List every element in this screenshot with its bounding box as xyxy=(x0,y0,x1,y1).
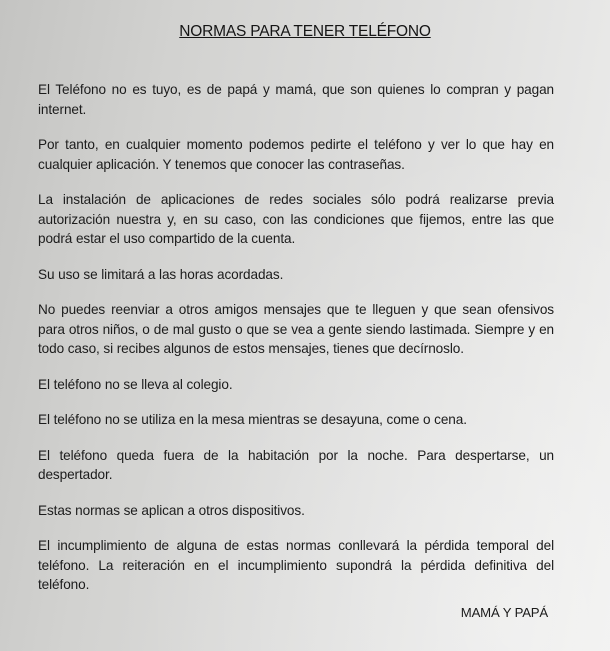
rule-paragraph-6: El teléfono no se lleva al colegio. xyxy=(38,376,233,392)
document-body xyxy=(38,80,554,611)
rule-paragraph-7: El teléfono no se utiliza en la mesa mientras se desayuna, come o cena. xyxy=(38,412,467,427)
rule-paragraph-4: Su uso se limitará a las horas acordadas. xyxy=(38,266,284,282)
rule-paragraph-2: Por tanto, en cualquier momento podemos pedirte el teléfono y ver lo que hay en cualquier aplicación. Y tenemos que conocer las contraseñas. xyxy=(38,137,554,172)
rule-paragraph-9: Estas normas se aplican a otros dispositivos. xyxy=(38,502,305,518)
rule-paragraph-5: No puedes reenviar a otros amigos mensajes que te lleguen y que sean ofensivos para otros niños, o de mal gusto o que se vea a gente siendo lastimada. Siempre y en todo caso, si recibes algunos de estos mensajes, tienes que decírnoslo. xyxy=(38,302,554,356)
document-title: NORMAS PARA TENER TELÉFONO xyxy=(179,23,431,40)
rule-paragraph-3: La instalación de aplicaciones de redes sociales sólo podrá realizarse previa autorización nuestra y, en su caso, con las condiciones que fijemos, entre las que podrá estar el uso compartido de la cuenta. xyxy=(38,192,554,246)
signature: MAMÁ Y PAPÁ xyxy=(460,605,548,620)
rule-paragraph-1: El Teléfono no es tuyo, es de papá y mamá, que son quienes lo compran y pagan internet. xyxy=(38,82,554,117)
rule-paragraph-10: El incumplimiento de alguna de estas normas conllevará la pérdida temporal del teléfono. La reiteración en el incumplimiento supondrá la pérdida definitiva del teléfono. xyxy=(38,538,554,592)
rule-paragraph-8: El teléfono queda fuera de la habitación por la noche. Para despertarse, un despertador. xyxy=(38,447,554,482)
